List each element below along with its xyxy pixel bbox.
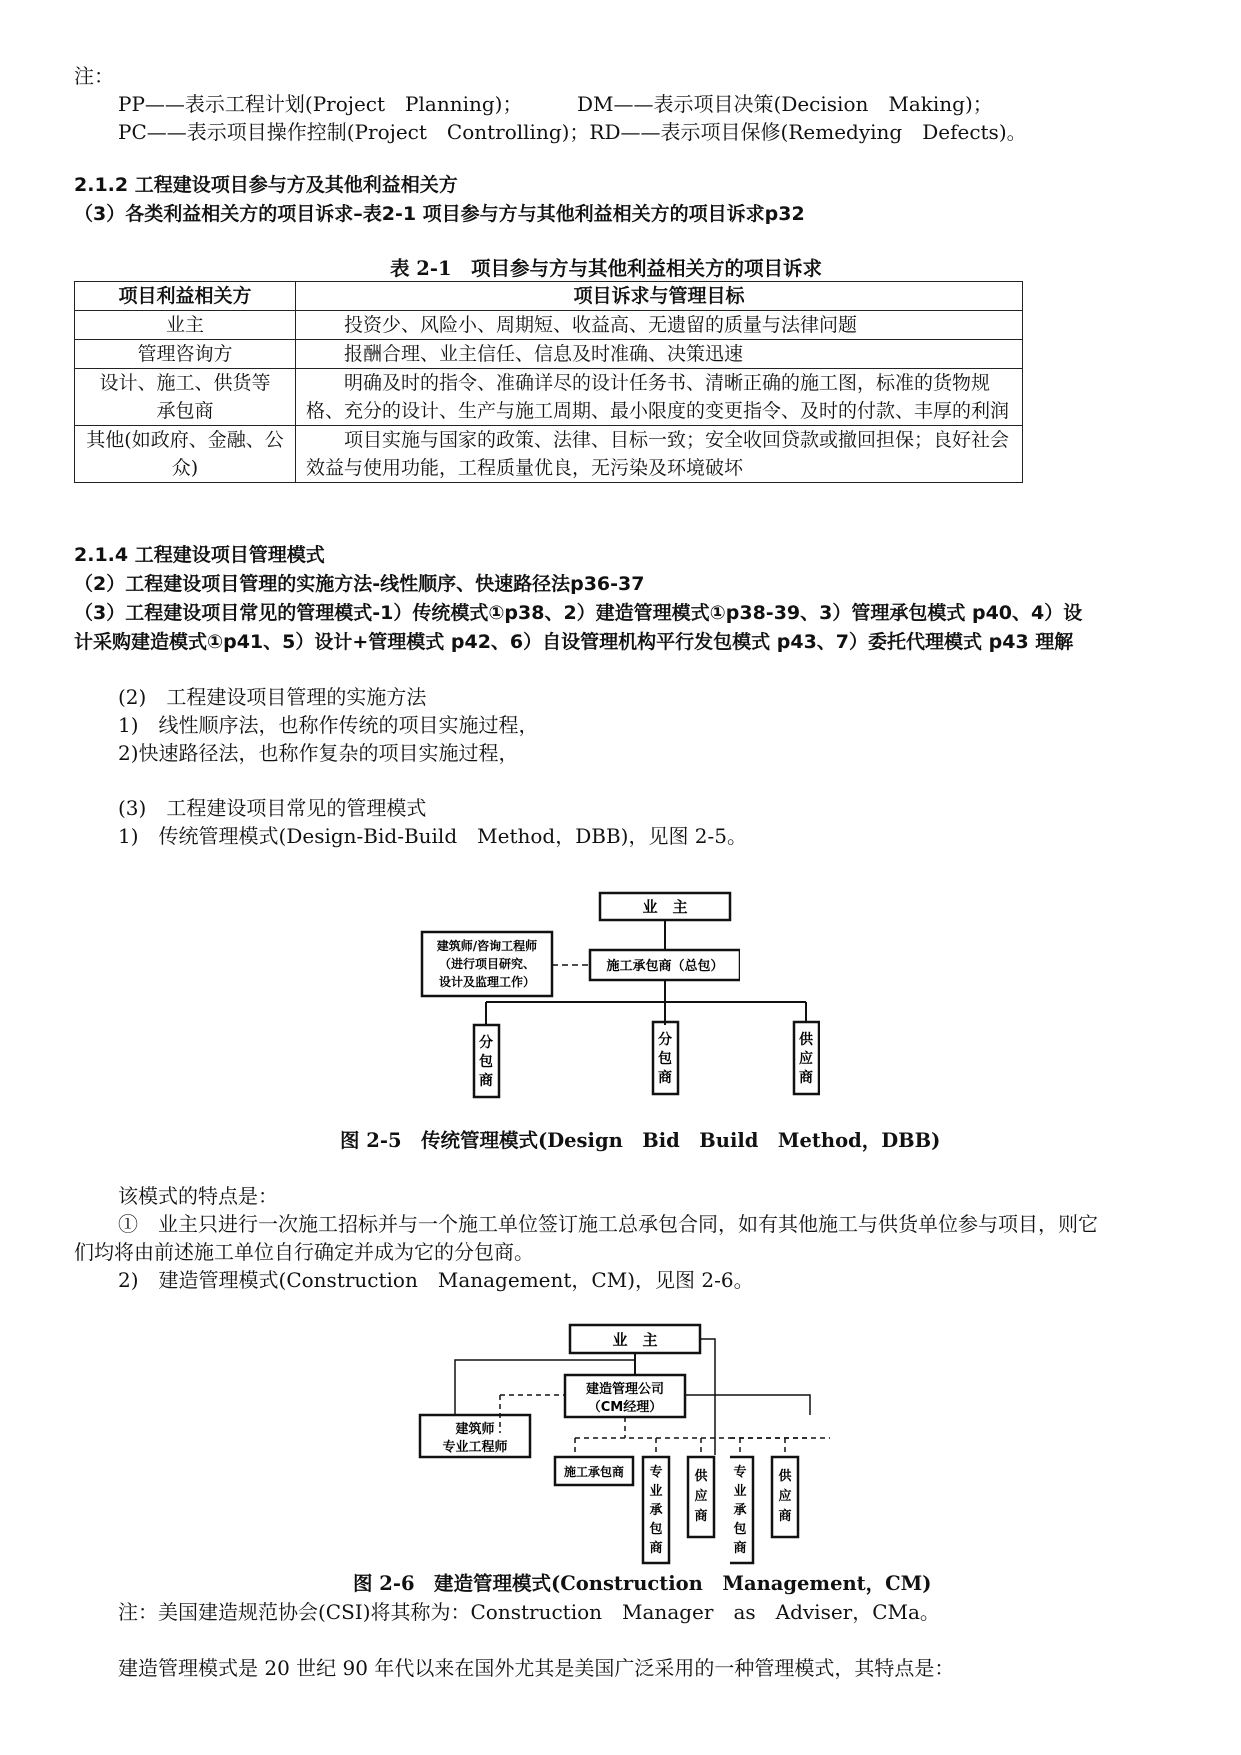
supplier-box-1: [688, 1457, 714, 1537]
subcontractor-box-2: [653, 1022, 678, 1094]
owner-box: [570, 1325, 700, 1353]
sub2-char: 分: [658, 1032, 672, 1048]
table-cell-party: 业主: [75, 311, 296, 340]
para-feature1-line1: ① 业主只进行一次施工招标并与一个施工单位签订施工总承包合同，如有其他施工与供货单位参与项目，则它: [118, 1212, 1098, 1236]
table-cell-party: 其他(如政府、金融、公众): [75, 426, 296, 483]
owner-label: 业 主: [612, 1331, 658, 1349]
para-mode-dbb: 1) 传统管理模式(Design-Bid-Build Method，DBB)，见图 2-5。: [118, 824, 748, 848]
spec1-char: 业: [649, 1484, 663, 1499]
table-cell-goals: [296, 340, 1023, 369]
supplier-char: 供: [799, 1032, 813, 1048]
supp1-char: 应: [694, 1489, 708, 1504]
owner-box: [600, 893, 730, 920]
fig-2-5-caption: 图 2-5 传统管理模式(Design Bid Build Method，DBB): [340, 1129, 941, 1152]
section-sub-214-3-line1: （3）工程建设项目常见的管理模式-1）传统模式①p38、2）建造管理模式①p38-39、3）管理承包模式 p40、4）设: [74, 602, 1083, 624]
section-sub-214-2: （2）工程建设项目管理的实施方法-线性顺序、快速路径法p36-37: [74, 573, 645, 595]
supp1-char: 供: [694, 1469, 708, 1484]
sub1-char: 商: [479, 1073, 493, 1089]
sub1-char: 分: [479, 1035, 493, 1051]
table-header-row: [75, 282, 1023, 311]
para-mode-cm: 2) 建造管理模式(Construction Management，CM)，见图 2-6。: [118, 1268, 754, 1292]
architect-box: [422, 932, 552, 996]
specialty-contractor-box-2: [730, 1457, 753, 1563]
fig-2-5-diagram: [420, 880, 740, 1100]
architect-box: [420, 1415, 530, 1457]
sub1-char: 包: [479, 1054, 493, 1070]
spec2-char: 承: [733, 1503, 747, 1518]
note-dm: DM——表示项目决策(Decision Making)；: [577, 92, 993, 116]
para-method-fast: 2)快速路径法，也称作复杂的项目实施过程，: [118, 741, 519, 765]
para-csi-note: 注：美国建造规范协会(CSI)将其称为：Construction Manager as Adviser，CMa。: [118, 1600, 940, 1624]
table-cell-party: 管理咨询方: [75, 340, 296, 369]
spec1-char: 承: [649, 1503, 663, 1518]
goals-text: 报酬合理、业主信任、信息及时准确、决策迅速: [344, 343, 744, 365]
goals-text: 项目实施与国家的政策、法律、目标一致；安全收回贷款或撤回担保；良好社会效益与使用功能，工程质量优良，无污染及环境破坏: [306, 429, 1010, 479]
section-heading-212: 2.1.2 工程建设项目参与方及其他利益相关方: [74, 174, 458, 196]
spec1-char: 商: [649, 1541, 663, 1556]
supplier-box-2: [772, 1457, 798, 1537]
table-caption: 表 2-1 项目参与方与其他利益相关方的项目诉求: [390, 257, 823, 280]
specialty-contractor-box-1: [643, 1457, 669, 1563]
supplier-box: [794, 1022, 819, 1094]
architect-label-2: 专业工程师: [442, 1440, 508, 1455]
supplier-char: 商: [799, 1070, 813, 1086]
architect-label-1: 建筑师/咨询工程师: [436, 939, 538, 953]
goals-text: 投资少、风险小、周期短、收益高、无遗留的质量与法律问题: [344, 314, 858, 336]
para-method-linear: 1) 线性顺序法，也称作传统的项目实施过程，: [118, 713, 539, 737]
table-row: [75, 311, 1023, 340]
subcontractor-box-1: [474, 1025, 499, 1097]
table-header: 项目诉求与管理目标: [296, 282, 1023, 311]
spec2-char: 专: [733, 1465, 747, 1480]
note-pp: PP——表示工程计划(Project Planning)；: [118, 92, 523, 116]
fig-2-6-right: [730, 1395, 830, 1565]
para-feature1-line2: 们均将由前述施工单位自行确定并成为它的分包商。: [74, 1240, 534, 1264]
table-cell-goals: [296, 369, 1023, 426]
supp1-char: 商: [694, 1509, 708, 1524]
table-header: 项目利益相关方: [75, 282, 296, 311]
para-modes-title: (3) 工程建设项目常见的管理模式: [118, 796, 427, 820]
sub2-char: 商: [658, 1070, 672, 1086]
cm-company-box: [565, 1375, 685, 1417]
fig-2-5-supplier: [740, 1000, 820, 1100]
table-cell-goals: [296, 311, 1023, 340]
spec2-char: 商: [733, 1541, 747, 1556]
table-row: [75, 369, 1023, 426]
architect-label-1: 建筑师: [455, 1422, 495, 1437]
section-heading-214: 2.1.4 工程建设项目管理模式: [74, 544, 325, 566]
supp2-char: 应: [778, 1489, 792, 1504]
sub2-char: 包: [658, 1051, 672, 1067]
supplier-char: 应: [799, 1051, 813, 1067]
architect-label-2: （进行项目研究、: [438, 957, 536, 971]
table-row: [75, 340, 1023, 369]
goals-text: 明确及时的指令、准确详尽的设计任务书、清晰正确的施工图，标准的货物规格、充分的设计、生产与施工周期、最小限度的变更指令、及时的付款、丰厚的利润: [306, 372, 1010, 422]
supp2-char: 供: [778, 1469, 792, 1484]
spec1-char: 包: [649, 1522, 663, 1537]
table-row: [75, 426, 1023, 483]
cm-company-label-1: 建造管理公司: [585, 1382, 665, 1397]
architect-label-3: 设计及监理工作）: [438, 975, 536, 989]
para-methods-title: (2) 工程建设项目管理的实施方法: [118, 685, 427, 709]
supp2-char: 商: [778, 1509, 792, 1524]
table-cell-party: 设计、施工、供货等承包商: [75, 369, 296, 426]
general-contractor-box: [590, 950, 740, 980]
fig-2-6-caption: 图 2-6 建造管理模式(Construction Management，CM): [353, 1572, 932, 1595]
table-cell-goals: [296, 426, 1023, 483]
para-features-intro: 该模式的特点是：: [118, 1184, 278, 1208]
note-pc-rd: PC——表示项目操作控制(Project Controlling)；RD——表示项目保修(Remedying Defects)。: [118, 120, 1027, 144]
stakeholder-table: [74, 281, 1023, 483]
section-sub-214-3-line2: 计采购建造模式①p41、5）设计+管理模式 p42、6）自设管理机构平行发包模式 p43、7）委托代理模式 p43 理解: [74, 631, 1074, 653]
contractor-box: [555, 1457, 633, 1485]
general-contractor-label: 施工承包商（总包）: [606, 959, 724, 974]
para-cm-intro: 建造管理模式是 20 世纪 90 年代以来在国外尤其是美国广泛采用的一种管理模式，其特点是：: [118, 1656, 955, 1680]
cm-company-label-2: （CM经理）: [587, 1400, 663, 1415]
spec1-char: 专: [649, 1465, 663, 1480]
spec2-char: 包: [733, 1522, 747, 1537]
section-sub-212-3: （3）各类利益相关方的项目诉求–表2-1 项目参与方与其他利益相关方的项目诉求p32: [74, 203, 805, 225]
owner-label: 业 主: [642, 898, 688, 916]
note-label: 注：: [74, 64, 114, 88]
spec2-char: 业: [733, 1484, 747, 1499]
contractor-label: 施工承包商: [563, 1465, 625, 1479]
